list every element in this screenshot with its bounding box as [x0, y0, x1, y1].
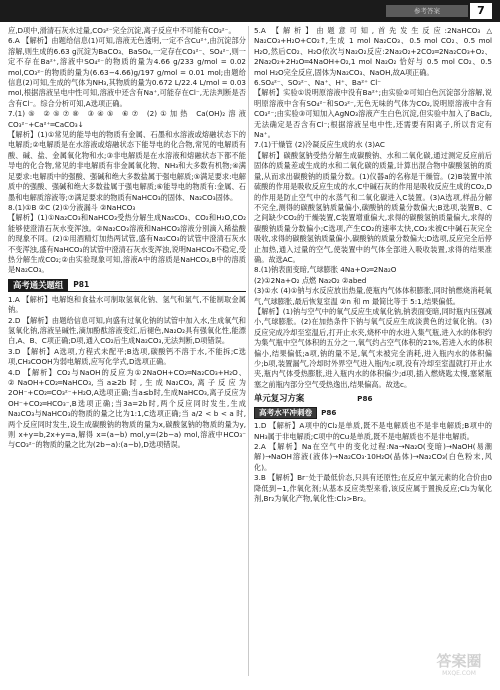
page-header: [0, 0, 500, 22]
tongguan-q1: 1.A 【解析】电解饱和食盐水可制取氢氧化钠、氢气和氯气,不能制取金属钠。: [8, 294, 246, 315]
header-stripe: 参考答案: [386, 5, 468, 17]
watermark-sub: MXQE.COM: [442, 670, 476, 677]
right-column: [254, 26, 492, 504]
section-title: 高考通关题组: [8, 279, 68, 291]
answer-8-r-analysis: 【解析】(1)钠与空气中的氧气反应生成氧化钠,钠表面变暗,同时瓶内压强减小,气球膨胀。(2)在加热条件下钠与氧气反应生成淡黄色的过氧化钠。(3)反应完成冷却至室温后,打开止水夹,烧杯中的水进入集气瓶,进入水的体积约为集气瓶中空气体积的五分之一,氧气约占空气体积的21%,若进入水的体积偏小,结果偏低;a项,钠的量不足,氧气未被完全消耗,进入瓶内水的体积偏少;b项,装置漏气,冷却时外界空气进入瓶内;c项,没有冷却至室温就打开止水夹,瓶内气体受热膨胀,进入瓶内水的体积偏少;d项,插入燃烧匙太慢,塞紧瓶塞之前瓶内部分空气受热逸出,结果偏高。故选c。: [254, 306, 492, 389]
answer-8: 8.(1)①B ②C (2)①分液漏斗 ②NaHCO₃: [8, 202, 136, 212]
tongguan-q4: 4.D 【解析】CO₂与NaOH的反应为①2NaOH+CO₂═Na₂CO₃+H₂O、②NaOH+CO₂═NaHCO₃,当a≥2b时,生成Na₂CO₃,离子反应为2OH⁻+CO₂═CO₃²⁻+H₂O,A选项正确;当a≤b时,生成NaHCO₃,离子反应为OH⁻+CO₂═HCO₃⁻,B选项正确;当3a=2b时,两个反应同时发生,生成Na₂CO₃与NaHCO₃的物质的量之比为1:1,C选项正确;当 a/2 < b < a 时,两个反应同时发生,设生成碳酸钠的物质的量为x,碳酸氢钠的物质的量为y,则 x+y=b,2x+y=a,解得 x=(a−b) mol,y=(2b−a) mol,溶液中HCO₃⁻与CO₃²⁻的物质的量之比为(2b−a):(a−b),D选项错误。: [8, 367, 246, 450]
column-divider: [248, 26, 249, 676]
tongguan-q3: 3.D 【解析】A选项,方程式未配平;B选项,碳酸钙不溶于水,不能拆;C选项,CH₃COOH为弱电解质,应写化学式,D选项正确。: [8, 346, 246, 367]
answer-7-r-analysis: 【解析】碳酸氢钠受热分解生成碳酸钠、水和二氧化碳,通过测定反应前后固体的质量差或生成的水和二氧化碳的质量,计算出混合物中碳酸氢钠的质量,从而求出碳酸钠的质量分数。(1)仪器a的名称是干燥管。(2)B装置中浓硫酸的作用是吸收反应生成的水,C中碱石灰的作用是吸收反应生成的CO₂,D的作用是防止空气中的水蒸气和二氧化碳进入C装置。(3)A选项,样品分解不完全,测得的碳酸氢钠质量偏小,碳酸钠的质量分数偏大;B选项,装置B、C之间缺少CO₂的干燥装置,C装置增重偏大,求得的碳酸氢钠质量偏大,求得的碳酸钠质量分数偏小;C选项,产生CO₂的速率太快,CO₂未被C中碱石灰完全吸收,求得的碳酸氢钠质量偏小,碳酸钠的质量分数偏大;D选项,反应完全后停止加热,通入过量的空气,使装置中的气体全部进入吸收装置,求得的结果准确。故选AC。: [254, 150, 492, 264]
answer-6: 6.SO₄²⁻、SO₃²⁻、Na⁺、H⁺、Ba²⁺ Cl⁻: [254, 78, 382, 88]
tongguan-q2: 2.D 【解析】由题给信息可知,向盛有过氧化钠的试管中加入水,生成氧气和氢氧化钠,溶液呈碱性,滴加酚酞溶液变红,后褪色,Na₂O₂具有强氧化性,能漂白,A、B、C项正确;D项,通入CO₂后生成Na₂CO₃,无法判断,D项错误。: [8, 315, 246, 346]
section-page: P86: [357, 394, 373, 404]
answer-6-analysis: 6.A 【解析】由题给信息(1)可知,溶液无色透明,一定不含Cu²⁺,由沉淀部分溶解,则生成的6.63 g沉淀为BaCO₃、BaSO₄,一定存在CO₃²⁻、SO₄²⁻,则一定不存在Ba²⁺,溶液中SO₄²⁻的物质的量为4.66 g/233 g/mol = 0.02 mol,CO₃²⁻的物质的量为(6.63−4.66)g/197 g/mol = 0.01 mol;由题给信息(2)可知,生成的气体为NH₃,其物质的量为0.672 L/22.4 L/mol = 0.03 mol,根据溶液呈电中性可知,溶液中还含有Na⁺,可能存在Cl⁻,无法判断是否含有Cl⁻。综合分析可知,A选项正确。: [8, 36, 246, 108]
answer-intro: 应,D项中,滑清石灰水过量,CO₃²⁻完全沉淀,离子反应中不可能有CO₃²⁻。: [8, 26, 236, 35]
answer-5: 5.A 【解析】由题意可知,首先发生反应:2NaHCO₃ △ Na₂CO₃+H₂O+CO₂↑,生成 1 mol Na₂CO₃、0.5 mol CO₂、0.5 mol H₂O,然后CO₂、H₂O依次与Na₂O₂反应:2Na₂O₂+2CO₂═2Na₂CO₃+O₂、2Na₂O₂+2H₂O═4NaOH+O₂,1 mol Na₂O₂ 恰好与 0.5 mol CO₂、0.5 mol H₂O完全反应,固体为Na₂CO₃、NaOH,故A项正确。: [254, 26, 492, 77]
section-gaokao-sprint: [254, 407, 492, 419]
left-column: [8, 26, 246, 451]
watermark-logo: [424, 652, 494, 686]
section-unit-review: [254, 392, 492, 405]
section-title: 高考水平冲刺卷: [254, 407, 317, 419]
answer-7: 7.(1)⑤ ②⑤⑦⑧ ③④⑤ ⑥⑦ (2)①加热 Ca(OH)₂溶液 CO₃²⁻+Ca²⁺═CaCO₃↓: [8, 109, 246, 129]
section-page: P86: [321, 408, 337, 418]
section-gaokao-tongguan: [8, 279, 246, 292]
sprint-q3: 3.B 【解析】Br⁻处于最低价态,只具有还原性;在反应中氯元素的化合价由0降低到−1,作氧化剂;从基本反应类型来看,该反应属于置换反应;Cl₂为氧化剂,Br₂为氧化产物,氧化性:Cl₂>Br₂。: [254, 473, 492, 504]
answer-8-r-part2: (2)①2Na+O₂ 点燃 Na₂O₂ ②abed: [254, 275, 367, 285]
sprint-q2: 2.A 【解析】Na在空气中的变化过程:Na→Na₂O(变暗)→NaOH(易潮解)→NaOH溶液(液体)→Na₂CO₃·10H₂O(晶体)→Na₂CO₃(白色粉末,风化)。: [254, 442, 492, 472]
watermark-main: 答案圈: [436, 652, 482, 670]
section-page: P81: [73, 279, 90, 289]
answer-7-r: 7.(1)干燥管 (2)冷凝反应生成的水 (3)AC: [254, 140, 385, 150]
answer-7-analysis: 【解析】(1)①常见的能导电的物质有金属、石墨和水溶液或熔融状态下的电解质;②电解质是在水溶液或熔融状态下能导电的化合物,常见的电解质有酸、碱、盐、金属氧化物和水;③非电解质是在水溶液和熔融状态下都不能导电的化合物,常见的非电解质有非金属氧化物、NH₃和大多数有机物;④满足要求:电解质中的强酸、强碱和绝大多数盐属于强电解质;⑤满足要求:电解质中的强酸、强碱和绝大多数盐属于强电解质;⑥能导电的物质有:金属、石墨和电解质溶液等;⑦满足要求的物质有NaHCO₃的固体、Na₂CO₃固体。: [8, 130, 246, 202]
section-title: 单元复习方案: [254, 393, 305, 404]
sprint-q1: 1.D 【解析】A项中的Cl₂是单质,既不是电解质也不是非电解质;B项中的NH₃属于非电解质;C项中的Cu是单质,既不是电解质也不是非电解质。: [254, 421, 492, 441]
answer-8-analysis: 【解析】(1)①Na₂CO₃和NaHCO₃受热分解生成Na₂CO₃、CO₂和H₂O,CO₂能够使澄清石灰水变浑浊。②Na₂CO₃溶液和NaHCO₃溶液分别滴入稀盐酸的现象不同。(2)①用酒精灯加热两试管,盛有Na₂CO₃的试管中澄清石灰水不变浑浊,盛有NaHCO₃的试管中澄清石灰水变浑浊,说明NaHCO₃不稳定,受热分解生成CO₂;②由实验现象可知,溶液A中的溶质是NaHCO₃,B中的溶质是Na₂CO₃。: [8, 213, 246, 275]
answer-8-r: 8.(1)钠表面变暗,气球膨胀 4Na+O₂═2Na₂O: [254, 265, 397, 275]
answer-8-r-part3: (3)①水 (4)①钠与水反应放出热量,使瓶内气体体积膨胀,同时钠燃烧消耗氧气,气球膨胀,最后恢复室温 ②n 和 m 最简比等于 5:1,结果偏低。: [254, 286, 492, 306]
page-number: 7: [470, 3, 492, 19]
answer-6-r-analysis: 【解析】实验①说明原溶液中没有Ba²⁺;由实验②可知白色沉淀部分溶解,说明原溶液中含有SO₄²⁻和SO₃²⁻,无色无味的气体为CO₂,说明原溶液中含有CO₃²⁻;由实验③可知加入AgNO₃溶液产生白色沉淀,但实验中加入了BaCl₂,无法确定是否含有Cl⁻;根据溶液呈电中性,还需要有阳离子,所以肯定有Na⁺。: [254, 88, 492, 140]
